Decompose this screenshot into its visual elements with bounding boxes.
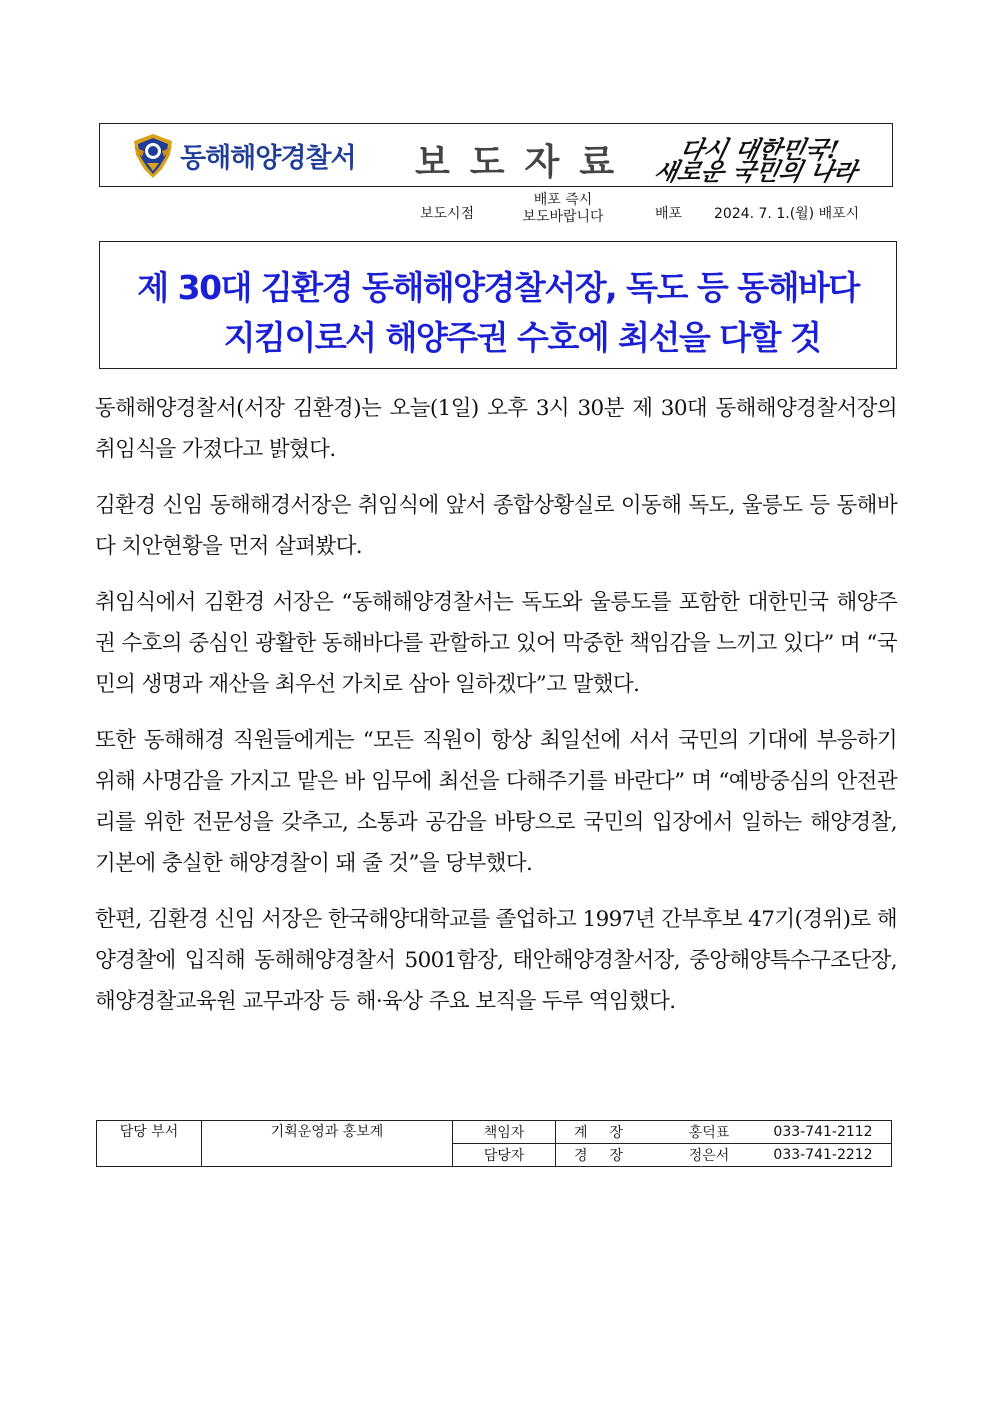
slogan-line-2: 새로운 국민의 나라 [651,157,860,186]
contact-phone: 033-741-2212 [755,1144,892,1167]
release-time-value [508,192,618,226]
org-name: 동해해양경찰서 [180,143,356,174]
slogan-line-1: 다시 대한민국! [677,135,842,164]
distribution-label: 배포 [655,206,683,222]
press-release-title: 보도자료 [415,142,635,183]
contact-position: 경장 [556,1144,664,1167]
headline-line-2: 지킴이로서 해양주권 수호에 최선을 다할 것 [223,318,821,357]
article-body [95,388,897,1037]
table-row [97,1121,892,1144]
contact-phone: 033-741-2112 [755,1121,892,1144]
release-time-value-line2: 보도바랍니다 [522,209,604,225]
release-time-label: 보도시점 [420,206,475,222]
release-time-value-line1: 배포 즉시 [533,192,593,208]
contact-table [96,1120,892,1167]
headline-box [99,241,897,369]
contact-role: 책임자 [453,1121,556,1144]
contact-name: 정은서 [663,1144,755,1167]
paragraph: 김환경 신임 동해해경서장은 취임식에 앞서 종합상황실로 이동해 독도, 울릉도 등 동해바다 치안현황을 먼저 살펴봤다. [95,493,897,559]
contact-position: 계장 [556,1121,664,1144]
contact-name: 홍덕표 [663,1121,755,1144]
contact-role: 담당자 [453,1144,556,1167]
dept-value: 기획운영과 홍보계 [202,1121,453,1167]
distribution-date: 2024. 7. 1.(월) 배포시 [714,206,860,222]
press-header [99,123,893,187]
paragraph: 동해해양경찰서(서장 김환경)는 오늘(1일) 오후 3시 30분 제 30대 동해해양경찰서장의 취임식을 가졌다고 밝혔다. [95,396,897,462]
coast-guard-emblem-icon [132,133,174,179]
paragraph: 취임식에서 김환경 서장은 “동해해양경찰서는 독도와 울릉도를 포함한 대한민국 해양주권 수호의 중심인 광활한 동해바다를 관할하고 있어 막중한 책임감을 느끼고 있다” 며 “국민의 생명과 재산을 최우선 가치로 삼아 일하겠다”고 말했다. [95,590,897,697]
slogan [645,130,885,186]
paragraph: 한편, 김환경 신임 서장은 한국해양대학교를 졸업하고 1997년 간부후보 47기(경위)로 해양경찰에 입직해 동해해양경찰서 5001함장, 태안해양경찰서장, 중앙해양특수구조단장, 해양경찰교육원 교무과장 등 해·육상 주요 보직을 두루 역임했다. [95,907,897,1014]
headline-line-1: 제 30대 김환경 동해해양경찰서장, 독도 등 동해바다 [137,268,859,307]
paragraph: 또한 동해해경 직원들에게는 “모든 직원이 항상 최일선에 서서 국민의 기대에 부응하기 위해 사명감을 가지고 맡은 바 임무에 최선을 다해주기를 바란다” 며 “예방중심의 안전관리를 위한 전문성을 갖추고, 소통과 공감을 바탕으로 국민의 입장에서 일하는 해양경찰, 기본에 충실한 해양경찰이 돼 줄 것”을 당부했다. [95,728,897,876]
dept-label: 담당 부서 [97,1121,202,1167]
